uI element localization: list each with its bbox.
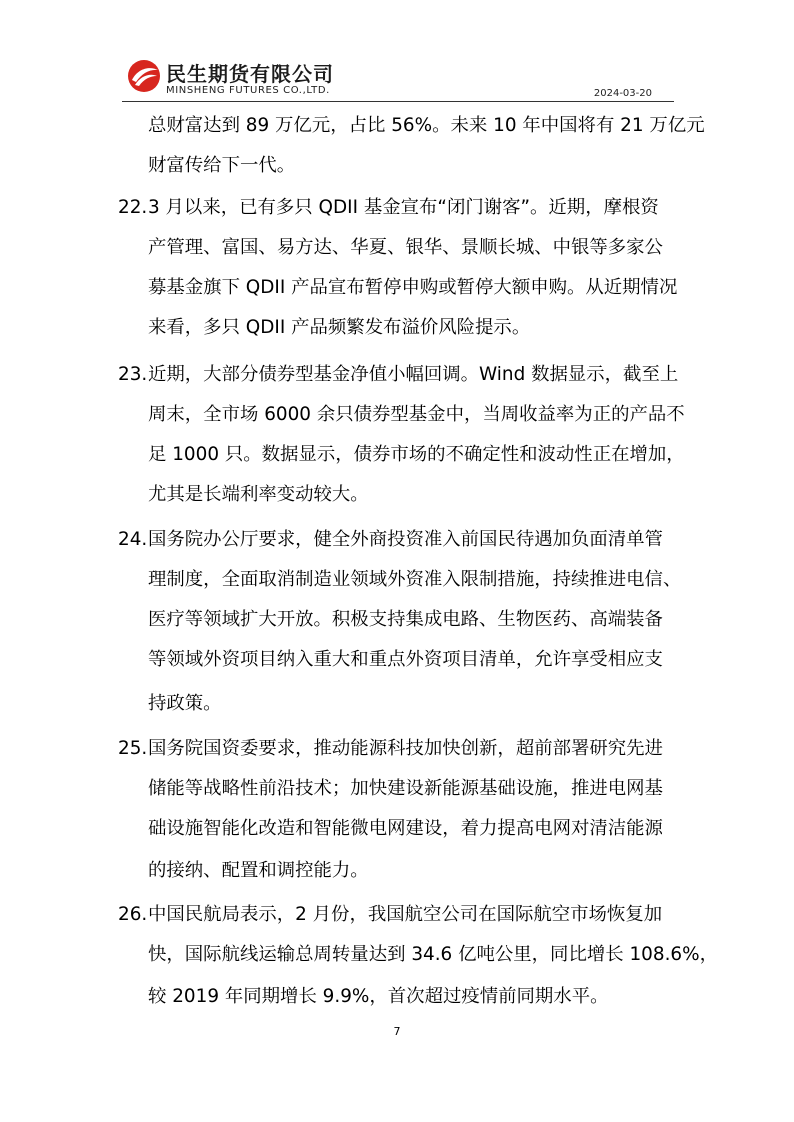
item-line: 近期，大部分债券型基金净值小幅回调。Wind 数据显示，截至上 (148, 364, 679, 385)
item-number: 23. (118, 364, 148, 385)
company-name-en: MINSHENG FUTURES CO.,LTD. (166, 85, 330, 96)
item-line: 国务院办公厅要求，健全外商投资准入前国民待遇加负面清单管 (148, 529, 663, 550)
item-number: 26. (118, 904, 148, 925)
item-line: 中国民航局表示，2 月份，我国航空公司在国际航空市场恢复加 (148, 904, 663, 925)
item-line: 础设施智能化改造和智能微电网建设，着力提高电网对清洁能源 (148, 818, 663, 839)
item-number: 22. (118, 197, 148, 218)
item-line: 储能等战略性前沿技术；加快建设新能源基础设施，推进电网基 (148, 778, 663, 799)
page-number: 7 (393, 1025, 401, 1038)
item-line: 快，国际航线运输总周转量达到 34.6 亿吨公里，同比增长 108.6%， (148, 944, 718, 965)
report-date: 2024-03-20 (593, 88, 652, 99)
item-line: 等领域外资项目纳入重大和重点外资项目清单，允许享受相应支 (148, 649, 663, 670)
lead-line: 总财富达到 89 万亿元，占比 56%。未来 10 年中国将有 21 万亿元 (148, 115, 705, 136)
lead-line: 财富传给下一代。 (148, 155, 296, 176)
minsheng-logo-icon (126, 58, 162, 94)
item-line: 较 2019 年同期增长 9.9%，首次超过疫情前同期水平。 (148, 986, 609, 1007)
item-line: 募基金旗下 QDII 产品宣布暂停申购或暂停大额申购。从近期情况 (148, 277, 678, 298)
item-line: 尤其是长端利率变动较大。 (148, 484, 369, 505)
item-line: 理制度，全面取消制造业领域外资准入限制措施，持续推进电信、 (148, 569, 682, 590)
item-number: 24. (118, 529, 148, 550)
item-line: 周末，全市场 6000 余只债券型基金中，当周收益率为正的产品不 (148, 404, 685, 425)
header-divider (122, 101, 674, 102)
item-line: 持政策。 (148, 693, 222, 714)
item-line: 来看，多只 QDII 产品频繁发布溢价风险提示。 (148, 317, 531, 338)
item-line: 的接纳、配置和调控能力。 (148, 860, 369, 881)
item-line: 产管理、富国、易方达、华夏、银华、景顺长城、中银等多家公 (148, 237, 663, 258)
company-name-cn: 民生期货有限公司 (166, 62, 334, 86)
item-line: 3 月以来，已有多只 QDII 基金宣布“闭门谢客”。近期，摩根资 (148, 197, 659, 218)
page-header (122, 52, 674, 102)
item-number: 25. (118, 738, 148, 759)
item-line: 国务院国资委要求，推动能源科技加快创新，超前部署研究先进 (148, 738, 663, 759)
item-line: 足 1000 只。数据显示，债券市场的不确定性和波动性正在增加， (148, 444, 685, 465)
item-line: 医疗等领域扩大开放。积极支持集成电路、生物医药、高端装备 (148, 609, 663, 630)
